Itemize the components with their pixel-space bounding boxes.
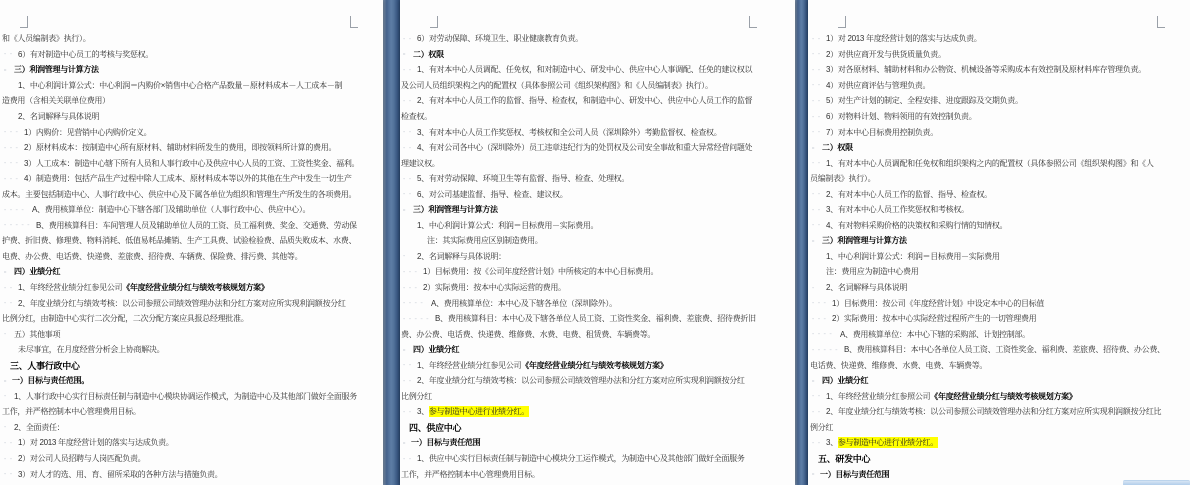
doc-line — [2, 342, 364, 358]
doc-line — [810, 124, 1172, 140]
tab-format-mark: -- — [811, 221, 823, 230]
text-run: 2）对公司人员招聘与人岗匹配负责。 — [18, 454, 146, 464]
tab-format-mark: -- — [811, 159, 823, 168]
doc-line — [401, 47, 763, 63]
doc-line — [2, 280, 364, 296]
tab-format-mark: - — [811, 236, 817, 245]
page-text-block — [2, 31, 364, 482]
text-run: 未尽事宜，在月度经营分析会上协商解决。 — [18, 345, 165, 355]
doc-line — [810, 78, 1172, 94]
text-run: 2、名词解释与具体说明 — [826, 283, 908, 293]
tab-format-mark: ---- — [402, 299, 426, 308]
text-run: 1）对 2013 年度经营计划的落实与达成负责。 — [826, 34, 982, 44]
doc-line — [401, 249, 763, 265]
doc-line — [2, 451, 364, 467]
doc-line — [810, 140, 1172, 156]
doc-line — [2, 435, 364, 451]
text-run: 例分红 — [810, 422, 834, 432]
doc-line — [2, 93, 364, 109]
text-run: 2）实际费用：按本中心实际运营的费用。 — [423, 283, 566, 293]
doc-line — [810, 93, 1172, 109]
text-run: 注：费用应为制造中心费用 — [826, 267, 919, 277]
text-run: 5）对生产计划的制定、全程安排、进度跟踪及交期负责。 — [826, 96, 1023, 106]
tab-format-mark: - — [402, 252, 408, 261]
text-run: 比例分红，由制造中心实行二次分配，二次分配方案应具报总经理批准。 — [2, 314, 249, 324]
tab-format-mark: --- — [811, 299, 829, 308]
tab-format-mark: -- — [402, 174, 414, 183]
text-run: 1、年终经营业绩分红参见公司 — [417, 360, 522, 370]
doc-line — [810, 218, 1172, 234]
tab-format-mark: ----- — [402, 314, 432, 323]
doc-line — [401, 31, 763, 47]
margin-crop-mark-left — [838, 16, 846, 28]
doc-line — [401, 171, 763, 187]
text-run: 6、对公司基建监督、指导、检查、建议权。 — [417, 189, 568, 199]
doc-line — [810, 249, 1172, 265]
text-run: 1、中心利润计算公式：利润＝目标费用－实际费用 — [826, 251, 1000, 261]
text-run: 三、人事行政中心 — [10, 360, 80, 371]
text-run: A、费用核算单位：制造中心下辖各部门及辅助单位（人事行政中心、供应中心）。 — [32, 205, 311, 215]
text-run: 1）对 2013 年度经营计划的落实与达成负责。 — [18, 438, 174, 448]
text-run: 4、有对物料采购价格的决策权和采购行情的知情权。 — [826, 220, 1008, 230]
doc-line — [810, 342, 1172, 358]
text-run: 2）对供应商开发与供货质量负责。 — [826, 49, 946, 59]
tab-format-mark: ----- — [3, 221, 33, 230]
tab-format-mark: --- — [3, 128, 21, 137]
doc-line — [2, 233, 364, 249]
doc-line — [401, 109, 763, 125]
tab-format-mark: -- — [811, 34, 823, 43]
tab-format-mark: --- — [3, 143, 21, 152]
doc-line — [2, 373, 364, 389]
text-run: 1、人事行政中心实行目标责任制与制造中心模块协调运作模式，为制造中心及其他部门做好全面服务 — [14, 391, 357, 401]
text-run: 2）实际费用：按本中心实际经营过程所产生的一切管理费用 — [832, 314, 1037, 324]
tab-format-mark: - — [811, 470, 817, 479]
doc-line — [2, 47, 364, 63]
tab-format-mark: -- — [402, 65, 414, 74]
tab-format-mark: -- — [402, 376, 414, 385]
text-run: 及公司人员组织架构之内的配置权（具体参照公司《组织架构图》和《人员编制表》执行）。 — [401, 80, 713, 90]
doc-line — [810, 451, 1172, 467]
doc-line — [2, 202, 364, 218]
doc-line — [810, 233, 1172, 249]
text-run: 1、供应中心实行目标责任制与制造中心模块分工运作模式，为制造中心及其他部门做好全面服务 — [417, 454, 745, 464]
doc-line — [810, 389, 1172, 405]
tab-format-mark: -- — [402, 190, 414, 199]
doc-line — [2, 171, 364, 187]
text-run: 2、名词解释与具体说明： — [417, 251, 506, 261]
text-run: 1、有对本中心人员调配和任免权和组织架构之内的配置权（具体参照公司《组织架构图》和《人 — [826, 158, 1154, 168]
text-run: 一）目标与责任范围。 — [12, 376, 89, 386]
tab-format-mark: -- — [811, 65, 823, 74]
text-run: 和《人员编制表》执行）。 — [2, 34, 91, 44]
doc-line — [810, 404, 1172, 420]
doc-line — [2, 62, 364, 78]
doc-line — [2, 124, 364, 140]
doc-line — [401, 326, 763, 342]
text-run: 二）权限 — [822, 143, 853, 153]
text-run: 成本。主要包括制造中心、人事行政中心、供应中心及下属各单位为组织和管理生产所发生的各项费用。 — [2, 189, 357, 199]
doc-line — [810, 202, 1172, 218]
text-run: 五、研发中心 — [818, 454, 871, 465]
doc-line — [401, 186, 763, 202]
text-run: 1、中心利润计算公式：利润＝目标费用－实际费用。 — [417, 220, 599, 230]
text-run: 4、有对公司各中心（深圳除外）员工违章违纪行为的处罚权及公司安全事故和重大异常经营问题处 — [417, 143, 753, 153]
text-run: 1、有对本中心人员调配、任免权，和对制造中心、研发中心、供应中心人事调配、任免的建议权以 — [417, 65, 753, 75]
text-run: 6）有对制造中心员工的考核与奖惩权。 — [18, 49, 154, 59]
tab-format-mark: - — [3, 392, 9, 401]
page-gap-2 — [795, 0, 808, 485]
doc-line — [810, 311, 1172, 327]
text-run: 2、名词解释与具体说明 — [18, 112, 100, 121]
tab-format-mark: -- — [402, 96, 414, 105]
text-run: 员编制表》执行）。 — [810, 174, 876, 184]
text-run: 1）目标费用：按《公司年度经营计划》中所核定的本中心目标费用。 — [423, 267, 659, 277]
tab-format-mark: ---- — [811, 330, 835, 339]
tab-format-mark: -- — [811, 190, 823, 199]
text-run: 工作，并严格控制本中心管理费用目标。 — [401, 469, 540, 479]
doc-line — [810, 435, 1172, 451]
tab-format-mark: - — [3, 376, 9, 385]
tab-format-mark: - — [3, 65, 9, 74]
text-run: 二）权限 — [413, 49, 444, 59]
text-run: 注：其实际费用应区别制造费用。 — [427, 236, 543, 246]
text-run: 1）内购价：见营销中心内购价定义。 — [24, 127, 152, 137]
doc-line — [401, 218, 763, 234]
text-run: 3、 — [826, 438, 838, 448]
text-run: 三）利润管理与计算方法 — [14, 65, 99, 75]
text-run: 四）业绩分红 — [413, 345, 460, 355]
document-page-3[interactable] — [808, 0, 1190, 485]
doc-line — [2, 420, 364, 436]
doc-line — [401, 466, 763, 482]
tab-format-mark: -- — [402, 407, 414, 416]
text-run: 比例分红 — [401, 391, 432, 401]
text-run: 四）业绩分红 — [822, 376, 869, 386]
horizontal-scrollbar-thumb[interactable] — [1123, 480, 1190, 485]
text-run: 7）对本中心目标费用控制负责。 — [826, 127, 938, 137]
tab-format-mark: -- — [3, 283, 15, 292]
margin-crop-mark-left — [430, 16, 438, 28]
text-run: 一）目标与责任范围 — [820, 469, 890, 479]
tab-format-mark: - — [811, 283, 817, 292]
doc-line — [401, 202, 763, 218]
text-run: 2、有对本中心人员工作的监督、指导、检查权，和制造中心、研发中心、供应中心人员工作的监督 — [417, 96, 753, 106]
doc-line — [2, 404, 364, 420]
text-run: 2）原材料成本：按制造中心所有原材料、辅助材料所发生的费用，即按领料所计算的费用。 — [24, 143, 337, 153]
document-page-1[interactable] — [0, 0, 383, 485]
text-run: 6）对物料计划、物料领用的有效控制负责。 — [826, 112, 977, 121]
margin-crop-mark-left — [20, 16, 28, 28]
doc-line — [401, 357, 763, 373]
doc-line — [2, 295, 364, 311]
doc-line — [2, 466, 364, 482]
tab-format-mark: -- — [811, 112, 823, 121]
tab-format-mark: - — [402, 345, 408, 354]
text-run: 2、年度业绩分红与绩效考核：以公司参照公司绩效管理办法和分红方案对应所实现利润额按分红 — [18, 298, 346, 308]
tab-format-mark: - — [3, 267, 9, 276]
text-run: B、费用核算科目：本中心及下辖各单位人员工资、工资性奖金、福利费、差旅费、招待费折旧 — [435, 314, 756, 324]
page-gap-1 — [383, 0, 400, 485]
tab-format-mark: - — [3, 330, 9, 339]
tab-format-mark: --- — [811, 314, 829, 323]
doc-line — [2, 311, 364, 327]
doc-line — [810, 109, 1172, 125]
text-run: B、费用核算科目：车间管理人员及辅助单位人员的工资、员工福利费、奖金、交通费、劳动保 — [36, 220, 357, 230]
doc-line — [401, 311, 763, 327]
tab-format-mark: -- — [3, 454, 15, 463]
text-run: 工作，并严格控制本中心管理费用目标。 — [2, 407, 141, 417]
doc-line — [401, 93, 763, 109]
text-run: 费、办公费、电话费、快递费、维修费、水费、电费、租赁费、车辆费等。 — [401, 329, 656, 339]
doc-line — [810, 31, 1172, 47]
doc-line — [401, 420, 763, 436]
doc-line — [810, 155, 1172, 171]
tab-format-mark: -- — [402, 361, 414, 370]
tab-format-mark: -- — [3, 50, 15, 59]
text-run: 2、年度业绩分红与绩效考核：以公司参照公司绩效管理办法和分红方案对应所实现利润额按分红 — [417, 376, 745, 386]
text-run: 4）制造费用：包括产品生产过程中除人工成本、原材料成本等以外的其他在生产中发生一切生产 — [24, 174, 352, 184]
tab-format-mark: - — [3, 423, 9, 432]
tab-format-mark: - — [811, 376, 817, 385]
text-run: A、费用核算单位：本中心及下辖各单位（深圳除外）。 — [431, 298, 617, 308]
tab-format-mark: -- — [402, 454, 414, 463]
text-run: 2、年度业绩分红与绩效考核：以公司参照公司绩效管理办法和分红方案对应所实现利润额按分红比 — [826, 407, 1162, 417]
doc-line — [401, 389, 763, 405]
doc-line — [2, 389, 364, 405]
doc-line — [401, 233, 763, 249]
doc-line — [2, 249, 364, 265]
text-run: 6）对劳动保障、环境卫生、职业健康教育负责。 — [417, 34, 583, 44]
margin-crop-mark-right — [1157, 16, 1165, 28]
text-run: 1、年终经营业绩分红参见公司 — [18, 283, 123, 293]
text-run: 3、有对本中心人员工作奖惩权、考核权和全公司人员（深圳除外）考勤监督权、检查权。 — [417, 127, 722, 137]
doc-line — [2, 155, 364, 171]
text-run: 护费、折旧费、修理费、物料消耗、低值易耗品摊销、生产工具费、试验检验费、品质失败成本、水费、 — [2, 236, 357, 246]
doc-line — [401, 62, 763, 78]
tab-format-mark: --- — [3, 174, 21, 183]
document-page-2[interactable] — [400, 0, 795, 485]
tab-format-mark: -- — [3, 299, 15, 308]
text-run: 3）对人才的选、用、育、留所采取的各种方法与措施负责。 — [18, 469, 223, 479]
tab-format-mark: -- — [811, 205, 823, 214]
text-run: 1、年终经营业绩分红参照公司 — [826, 391, 931, 401]
text-run: 检查权。 — [401, 112, 432, 121]
text-run: 1）目标费用：按公司《年度经营计划》中设定本中心的目标值 — [832, 298, 1045, 308]
text-run: 四、供应中心 — [409, 422, 462, 433]
text-run: 2、全面责任： — [14, 422, 65, 432]
text-run: 1、中心利润计算公式：中心利润＝内购价×销售中心合格产品数量－原材料成本－人工成本－制 — [18, 80, 343, 90]
text-run: 四）业绩分红 — [14, 267, 61, 277]
tab-format-mark: --- — [3, 159, 21, 168]
doc-line — [810, 295, 1172, 311]
page-text-block — [401, 31, 763, 482]
doc-line — [810, 357, 1172, 373]
doc-line — [810, 47, 1172, 63]
highlighted-text: 参与制造中心进行业绩分红。 — [428, 407, 529, 417]
tab-format-mark: - — [402, 438, 408, 447]
doc-line — [810, 186, 1172, 202]
tab-format-mark: --- — [402, 283, 420, 292]
doc-line — [401, 280, 763, 296]
tab-format-mark: -- — [811, 438, 823, 447]
tab-format-mark: - — [811, 143, 817, 152]
doc-line — [810, 420, 1172, 436]
text-run: 电费、办公费、电话费、快递费、差旅费、招待费、车辆费、保险费、排污费、其他等。 — [2, 251, 303, 261]
text-run: 3、 — [417, 407, 429, 417]
doc-line — [401, 373, 763, 389]
text-run: 三）利润管理与计算方法 — [822, 236, 907, 246]
tab-format-mark: ----- — [811, 345, 841, 354]
text-run: 4）对供应商评估与管理负责。 — [826, 80, 931, 90]
text-run: 理建议权。 — [401, 158, 440, 168]
tab-format-mark: -- — [402, 128, 414, 137]
tab-format-mark: -- — [811, 407, 823, 416]
doc-line — [2, 357, 364, 373]
doc-line — [810, 466, 1172, 482]
text-run: 《年度经营业绩分红与绩效考核规划方案》 — [521, 360, 668, 370]
doc-line — [401, 155, 763, 171]
tab-format-mark: -- — [402, 34, 414, 43]
doc-line — [2, 78, 364, 94]
doc-line — [2, 31, 364, 47]
doc-line — [2, 186, 364, 202]
text-run: 3、有对本中心人员工作奖惩权和考核权。 — [826, 205, 969, 215]
highlighted-text: 参与制造中心进行业绩分红。 — [837, 438, 938, 448]
doc-line — [2, 264, 364, 280]
tab-format-mark: -- — [811, 96, 823, 105]
tab-format-mark: ---- — [3, 205, 27, 214]
doc-line — [810, 62, 1172, 78]
doc-line — [2, 140, 364, 156]
margin-crop-mark-right — [749, 16, 757, 28]
doc-line — [2, 109, 364, 125]
doc-line — [810, 264, 1172, 280]
doc-line — [401, 342, 763, 358]
text-run: A、费用核算单位：本中心下辖的采购部、计划控制部。 — [840, 329, 1030, 339]
doc-line — [810, 373, 1172, 389]
doc-line — [2, 218, 364, 234]
doc-line — [401, 124, 763, 140]
tab-format-mark: -- — [811, 50, 823, 59]
page-text-block — [810, 31, 1172, 482]
doc-line — [401, 435, 763, 451]
doc-line — [401, 404, 763, 420]
tab-format-mark: -- — [402, 143, 414, 152]
text-run: 5、有对劳动保障、环境卫生等有监督、指导、检查、处理权。 — [417, 174, 630, 184]
text-run: 电话费、快递费、维修费、水费、电费、车辆费等。 — [810, 360, 988, 370]
tab-format-mark: - — [402, 205, 408, 214]
text-run: B、费用核算科目：本中心各单位人员工资、工资性奖金、福利费、差旅费、招待费、办公费、 — [844, 345, 1165, 355]
text-run: 五）其他事项 — [14, 329, 61, 339]
doc-line — [2, 326, 364, 342]
text-run: 三）利润管理与计算方法 — [413, 205, 498, 215]
text-run: 3）对各原材料、辅助材料和办公物资、机械设备等采购成本有效控制及原材料库存管理负责。 — [826, 65, 1146, 75]
doc-line — [401, 451, 763, 467]
tab-format-mark: -- — [811, 81, 823, 90]
doc-line — [810, 280, 1172, 296]
doc-line — [401, 264, 763, 280]
text-run: 一）目标与责任范围 — [411, 438, 481, 448]
tab-format-mark: - — [402, 50, 408, 59]
text-run: 2、有对本中心人员工作的监督、指导、检查权。 — [826, 189, 992, 199]
doc-line — [810, 171, 1172, 187]
tab-format-mark: -- — [3, 438, 15, 447]
tab-format-mark: -- — [811, 128, 823, 137]
doc-line — [401, 140, 763, 156]
tab-format-mark: -- — [811, 392, 823, 401]
text-run: 造费用（含相关关联单位费用） — [2, 96, 110, 106]
tab-format-mark: -- — [3, 470, 15, 479]
text-run: 《年度经营业绩分红与绩效考核规划方案》 — [930, 391, 1077, 401]
margin-crop-mark-right — [350, 16, 358, 28]
text-run: 3）人工成本：制造中心辖下所有人员和人事行政中心及供应中心人员的工资、工资性奖金、福利。 — [24, 158, 360, 168]
text-run: 《年度经营业绩分红与绩效考核规划方案》 — [122, 283, 269, 293]
doc-line — [810, 326, 1172, 342]
tab-format-mark: --- — [402, 267, 420, 276]
doc-line — [401, 78, 763, 94]
doc-line — [401, 295, 763, 311]
